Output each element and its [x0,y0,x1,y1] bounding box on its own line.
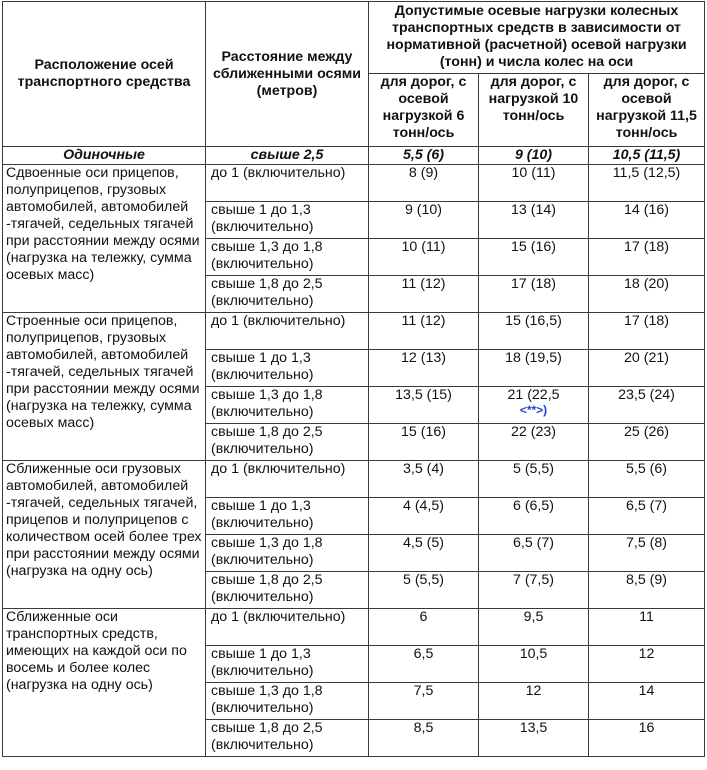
load-value-6t [369,572,479,609]
load-value-11-5t [589,276,705,313]
distance-header: Расстояние между сближенными осями (метров) [206,2,369,147]
single-axle-distance: свыше 2,5 [206,147,369,165]
load-value-11-5t [589,165,705,202]
load-value-11-5t [589,461,705,498]
load-value-text: 7 (7,5) [512,572,554,588]
single-axle-value-11-5t: 10,5 (11,5) [589,147,705,165]
axle-position-header: Расположение осей транспортного средства [3,2,206,147]
load-value-6t [369,535,479,572]
load-value-text: 7,5 (8) [626,535,668,551]
load-value-11-5t [589,720,705,757]
road-11-5t-header: для дорог, с осевой нагрузкой 11,5 тонн/ось [589,74,705,147]
table-body [3,2,705,757]
load-value-text: 9,5 [523,609,544,625]
load-value-text: 15 (16) [401,424,446,440]
axle-distance-cell: свыше 1,3 до 1,8 (включительно) [206,683,369,720]
load-value-11-5t [589,202,705,239]
load-value-11-5t [589,498,705,535]
load-value-6t [369,498,479,535]
load-value-text: 20 (21) [624,350,669,366]
load-value-6t [369,424,479,461]
axle-distance-cell: свыше 1,8 до 2,5 (включительно) [206,720,369,757]
load-value-11-5t [589,424,705,461]
load-value-10t [479,350,589,387]
load-value-text: 18 (20) [624,276,669,292]
load-value-11-5t [589,350,705,387]
axle-distance-cell: свыше 1,8 до 2,5 (включительно) [206,424,369,461]
table-row [3,609,705,646]
load-value-text: 7,5 [413,683,434,699]
load-value-10t [479,276,589,313]
load-value-text: 18 (19,5) [505,350,562,366]
load-value-10t [479,720,589,757]
load-value-10t [479,609,589,646]
load-value-text: 8,5 [413,720,434,736]
load-value-text: 6,5 (7) [626,498,668,514]
single-axle-label: Одиночные [3,147,206,165]
load-value-10t [479,424,589,461]
load-value-6t [369,683,479,720]
axle-distance-cell: до 1 (включительно) [206,165,369,202]
load-value-11-5t [589,387,705,424]
axle-group-label: Строенные оси прицепов, полуприцепов, грузовых автомобилей, автомобилей -тягачей, седельных тягачей при расстоянии между осями (нагрузка на тележку, сумма осевых масс) [3,313,206,461]
axle-distance-cell: свыше 1,8 до 2,5 (включительно) [206,572,369,609]
table-row [3,313,705,350]
load-value-text: 17 (18) [624,313,669,329]
load-value-6t [369,202,479,239]
load-value-text: 10 (11) [511,165,556,181]
load-value-text: 23,5 (24) [618,387,675,403]
load-value-6t [369,461,479,498]
load-value-text: 5 (5,5) [402,572,444,588]
load-value-6t [369,276,479,313]
load-value-text: 13 (14) [511,202,556,218]
load-value-6t [369,387,479,424]
axle-distance-cell: до 1 (включительно) [206,609,369,646]
load-value-10t [479,498,589,535]
load-value-text: 8 (9) [408,165,439,181]
axle-distance-cell: свыше 1,3 до 1,8 (включительно) [206,239,369,276]
axle-distance-cell: свыше 1 до 1,3 (включительно) [206,646,369,683]
load-value-10t [479,165,589,202]
single-axle-value-6t: 5,5 (6) [369,147,479,165]
load-value-text: 8,5 (9) [626,572,668,588]
load-value-11-5t [589,313,705,350]
load-value-11-5t [589,683,705,720]
axle-distance-cell: свыше 1 до 1,3 (включительно) [206,498,369,535]
load-value-10t [479,461,589,498]
load-value-text: 22 (23) [511,424,556,440]
road-6t-header: для дорог, с осевой нагрузкой 6 тонн/ось [369,74,479,147]
load-value-text: 11 [639,609,654,625]
load-value-text: 21 (22,5 [507,387,560,403]
axle-distance-cell: до 1 (включительно) [206,313,369,350]
table-row [3,461,705,498]
load-value-text: 6,5 [413,646,434,662]
load-value-text: 3,5 (4) [402,461,444,477]
axle-load-table [2,1,705,757]
axle-group-label: Сближенные оси транспортных средств, имеющих на каждой оси по восемь и более колес (нагрузка на одну ось) [3,609,206,757]
load-value-text: 13,5 (15) [395,387,452,403]
table-row [3,165,705,202]
axle-distance-cell: свыше 1,3 до 1,8 (включительно) [206,387,369,424]
load-value-6t [369,646,479,683]
load-value-text: 17 (18) [624,239,669,255]
load-value-10t [479,387,589,424]
axle-group-label: Сближенные оси грузовых автомобилей, автомобилей -тягачей, седельных тягачей, прицепов и полуприцепов с количеством осей более трех при расстоянии между осями (нагрузка на одну ось) [3,461,206,609]
load-value-10t [479,535,589,572]
load-value-11-5t [589,535,705,572]
load-value-11-5t [589,572,705,609]
load-value-6t [369,350,479,387]
load-value-6t [369,313,479,350]
load-value-text: 13,5 [519,720,548,736]
load-value-text: 11 (12) [401,276,446,292]
axle-distance-cell: свыше 1,8 до 2,5 (включительно) [206,276,369,313]
load-value-text: 11 (12) [401,313,446,329]
single-axle-value-10t: 9 (10) [479,147,589,165]
load-value-text: 15 (16,5) [505,313,562,329]
load-value-11-5t [589,646,705,683]
axle-distance-cell: до 1 (включительно) [206,461,369,498]
load-value-10t [479,239,589,276]
load-value-text: 12 [525,683,542,699]
load-value-text: 15 (16) [511,239,556,255]
load-value-10t [479,313,589,350]
allowed-loads-header: Допустимые осевые нагрузки колесных транспортных средств в зависимости от нормативной (расчетной) осевой нагрузки (тонн) и числа колес на оси [369,2,705,74]
load-value-6t [369,239,479,276]
load-value-6t [369,720,479,757]
load-value-11-5t [589,609,705,646]
load-value-text: 4,5 (5) [402,535,444,551]
load-value-text: 5,5 (6) [626,461,668,477]
header-row-top [3,2,705,74]
load-value-text: 14 (16) [624,202,669,218]
load-value-text: 16 [638,720,655,736]
load-value-6t [369,165,479,202]
load-value-10t [479,202,589,239]
axle-distance-cell: свыше 1 до 1,3 (включительно) [206,350,369,387]
load-value-10t [479,646,589,683]
axle-group-label: Сдвоенные оси прицепов, полуприцепов, грузовых автомобилей, автомобилей -тягачей, седельных тягачей при расстоянии между осями (нагрузка на тележку, сумма осевых масс) [3,165,206,313]
load-value-6t [369,609,479,646]
load-value-text: 6 (6,5) [512,498,554,514]
road-10t-header: для дорог, с нагрузкой 10 тонн/ось [479,74,589,147]
load-value-text: 12 (13) [401,350,446,366]
load-value-10t [479,572,589,609]
load-value-text: 12 [638,646,655,662]
load-value-text: 14 [638,683,655,699]
load-value-text: 5 (5,5) [512,461,554,477]
footnote-marker: <**>) [519,403,548,417]
load-value-text: 4 (4,5) [402,498,444,514]
load-value-text: 10 (11) [401,239,446,255]
axle-distance-cell: свыше 1,3 до 1,8 (включительно) [206,535,369,572]
load-value-text: 9 (10) [404,202,443,218]
load-value-text: 6,5 (7) [512,535,554,551]
load-value-11-5t [589,239,705,276]
load-value-text: 25 (26) [624,424,669,440]
axle-distance-cell: свыше 1 до 1,3 (включительно) [206,202,369,239]
load-value-10t [479,683,589,720]
single-axle-row [3,147,705,165]
load-value-text: 6 [419,609,428,625]
load-value-text: 17 (18) [511,276,556,292]
load-value-text: 11,5 (12,5) [612,165,681,181]
load-value-text: 10,5 [519,646,548,662]
